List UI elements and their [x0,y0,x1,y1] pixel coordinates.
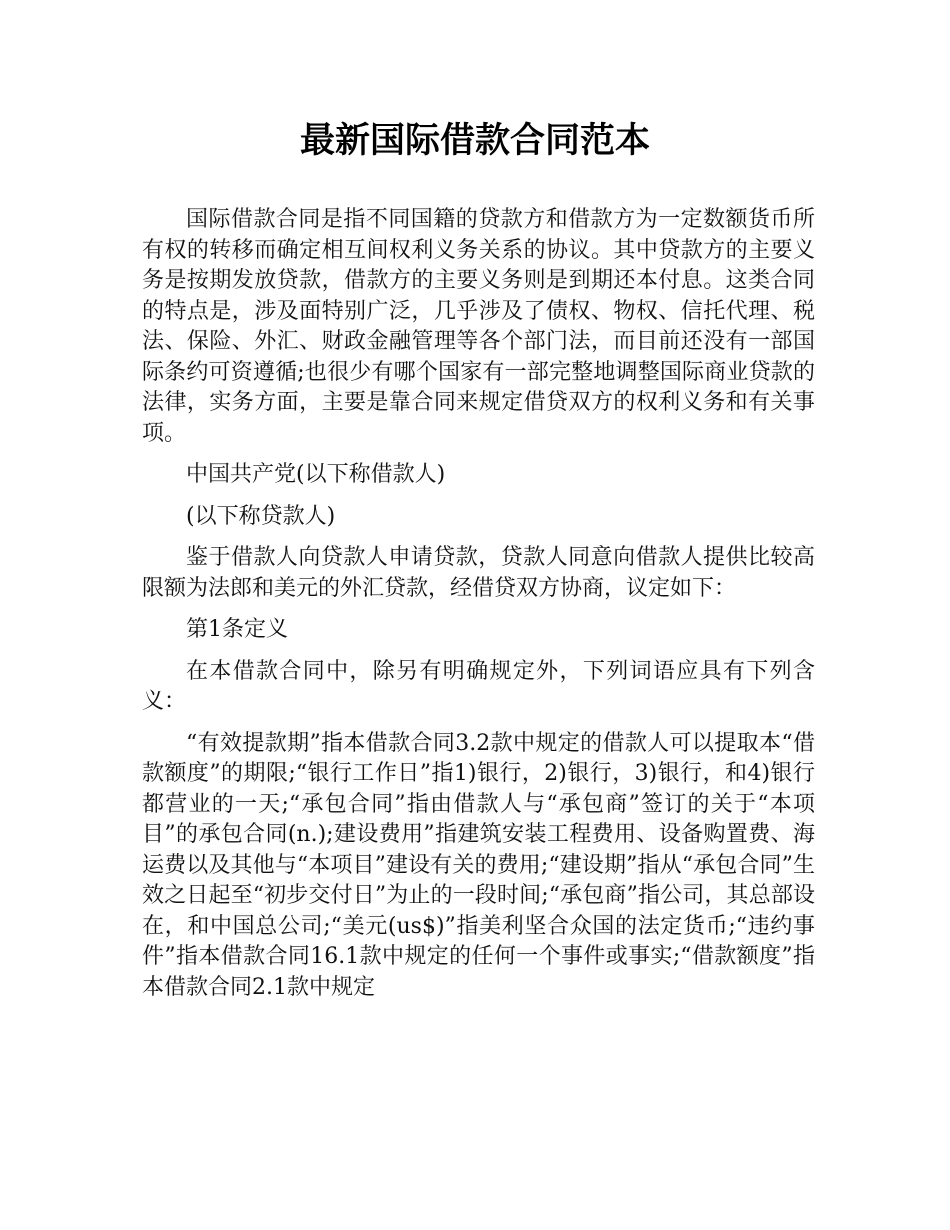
paragraph-definitions: “有效提款期”指本借款合同3.2款中规定的借款人可以提取本“借款额度”的期限;“银行工作日”指1)银行，2)银行，3)银行，和4)银行都营业的一天;“承包合同”指由借款人与“承包商”签订的关于“本项目”的承包合同(n.);建设费用”指建筑安装工程费用、设备购置费、海运费以及其他与“本项目”建设有关的费用;“建设期”指从“承包合同”生效之日起至“初步交付日”为止的一段时间;“承包商”指公司，其总部设在，和中国总公司;“美元(us$)”指美利坚合众国的法定货币;“违约事件”指本借款合同16.1款中规定的任何一个事件或事实;“借款额度”指本借款合同2.1款中规定 [142,730,815,1000]
paragraph-intro: 国际借款合同是指不同国籍的贷款方和借款方为一定数额货币所有权的转移而确定相互间权利义务关系的协议。其中贷款方的主要义务是按期发放贷款，借款方的主要义务则是到期还本付息。这类合同的特点是，涉及面特别广泛，几乎涉及了债权、物权、信托代理、税法、保险、外汇、财政金融管理等各个部门法，而目前还没有一部国际条约可资遵循;也很少有哪个国家有一部完整地调整国际商业贷款的法律，实务方面，主要是靠合同来规定借贷双方的权利义务和有关事项。 [142,207,815,446]
paragraph-borrower: 中国共产党(以下称借款人) [186,462,446,487]
paragraph-recital: 鉴于借款人向贷款人申请贷款，贷款人同意向借款人提供比较高限额为法郎和美元的外汇贷款，经借贷双方协商，议定如下： [142,545,815,601]
document-title: 最新国际借款合同范本 [299,121,650,161]
paragraph-definitions-intro: 在本借款合同中，除另有明确规定外，下列词语应具有下列含义： [142,658,815,714]
paragraph-lender: (以下称贷款人) [186,503,336,529]
paragraph-article-1-heading: 第1条定义 [186,617,288,642]
document-body [142,205,815,1014]
